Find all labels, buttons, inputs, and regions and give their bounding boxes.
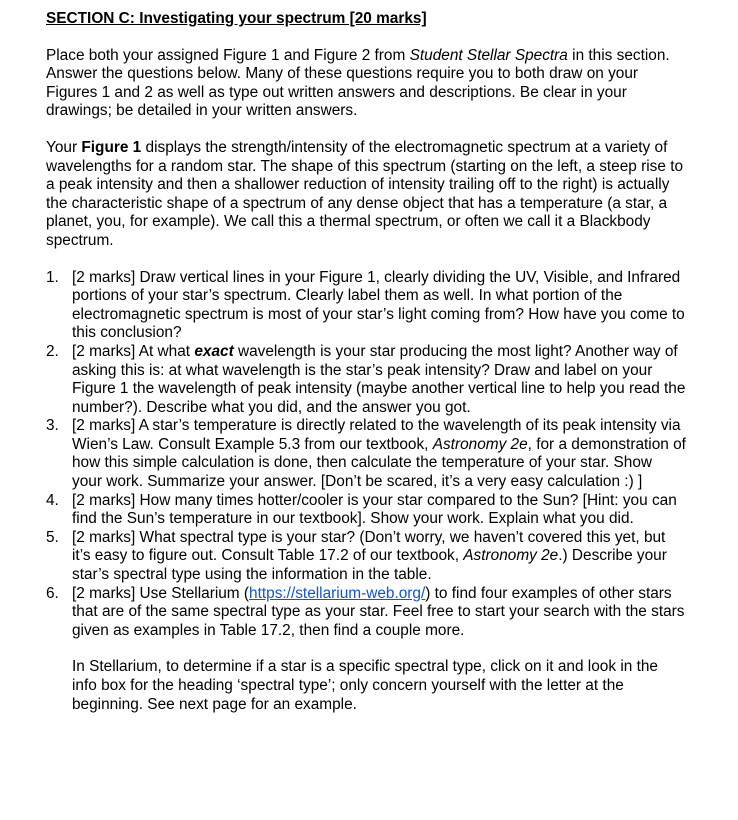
- question-text: [2 marks] What spectral type is your star? (Don’t worry, we haven’t covered this yet, but it’s easy to figure out. Consult Table 17.2 of our textbook,: [72, 528, 666, 565]
- question-text: , for a demonstration of how this simple calculation is done, then calculate the temperature of your star. Show your work. Summarize your answer. [Don’t be scared, it’s a very easy calculation :) ]: [72, 435, 686, 491]
- stellarium-link[interactable]: https://stellarium-web.org/: [249, 584, 426, 602]
- intro-text-1: Place both your assigned Figure 1 and Figure 2 from: [46, 46, 410, 64]
- intro-text-2: in this section. Answer the questions below. Many of these questions require you to both draw on your Figures 1 and 2 as well as type out written answers and descriptions. Be clear in your drawings; be detailed in your written answers.: [46, 46, 670, 120]
- section-heading: SECTION C: Investigating your spectrum [20 marks]: [46, 10, 427, 27]
- question-item-6: [46, 585, 686, 715]
- figure-text-1: Your: [46, 138, 82, 156]
- question-text: [2 marks] At what: [72, 342, 195, 360]
- question-number: 2.: [46, 342, 59, 360]
- figure-text-2: displays the strength/intensity of the electromagnetic spectrum at a variety of wavelengths for a random star. The shape of this spectrum (starting on the left, a steep rise to a peak intensity and then a shallower reduction of intensity trailing off to the right) is actually the characteristic shape of a spectrum of any dense object that has a temperature (a star, a planet, you, for example). We call this a thermal spectrum, or often we call it a Blackbody spectrum.: [46, 138, 684, 249]
- intro-italic: Student Stellar Spectra: [409, 46, 568, 64]
- question-item-3: [46, 417, 686, 491]
- question-sub-paragraph: In Stellarium, to determine if a star is a specific spectral type, click on it and look in the info box for the heading ‘spectral type’; only concern yourself with the letter at the beginning. See next page for an example.: [72, 658, 658, 713]
- question-text: [2 marks] How many times hotter/cooler is your star compared to the Sun? [Hint: you can find the Sun’s temperature in our textbook]. Show your work. Explain what you did.: [72, 491, 677, 528]
- question-text: ) to find four examples of other stars that are of the same spectral type as your star. Feel free to start your search with the stars given as examples in Table 17.2, then find a couple more.: [72, 584, 685, 639]
- question-text: .) Describe your star’s spectral type using the information in the table.: [72, 547, 667, 584]
- question-emphasis: exact: [194, 342, 234, 360]
- question-item-2: [46, 343, 686, 417]
- figure-bold: Figure 1: [81, 138, 142, 156]
- question-text: [2 marks] A star’s temperature is directly related to the wavelength of its peak intensity via Wien’s Law. Consult Example 5.3 from our textbook,: [72, 417, 681, 453]
- question-number: 6.: [46, 584, 59, 602]
- question-italic: Astronomy 2e: [432, 435, 528, 453]
- question-number: 4.: [46, 491, 59, 509]
- question-item-4: [46, 492, 686, 529]
- question-item-5: [46, 529, 686, 585]
- question-text: [2 marks] Draw vertical lines in your Figure 1, clearly dividing the UV, Visible, and Infrared portions of your star’s spectrum. Clearly label them as well. In what portion of the electromagnetic spectrum is most of your star’s light coming from? How have you come to this conclusion?: [72, 268, 685, 342]
- question-italic: Astronomy 2e: [463, 547, 559, 565]
- question-text: [2 marks] Use Stellarium (: [72, 584, 250, 602]
- question-list: [46, 269, 686, 715]
- question-number: 3.: [46, 417, 59, 435]
- question-item-1: [46, 269, 686, 343]
- question-number: 5.: [46, 528, 59, 546]
- question-number: 1.: [46, 268, 59, 286]
- intro-paragraph: [46, 47, 686, 121]
- document-page: [46, 10, 686, 714]
- figure-paragraph: [46, 139, 686, 251]
- question-text: wavelength is your star producing the most light? Another way of asking this is: at what wavelength is the star’s peak intensity? Draw and label on your Figure 1 the wavelength of peak intensity (maybe another vertical line to help you read the number?). Describe what you did, and the answer you got.: [72, 342, 686, 416]
